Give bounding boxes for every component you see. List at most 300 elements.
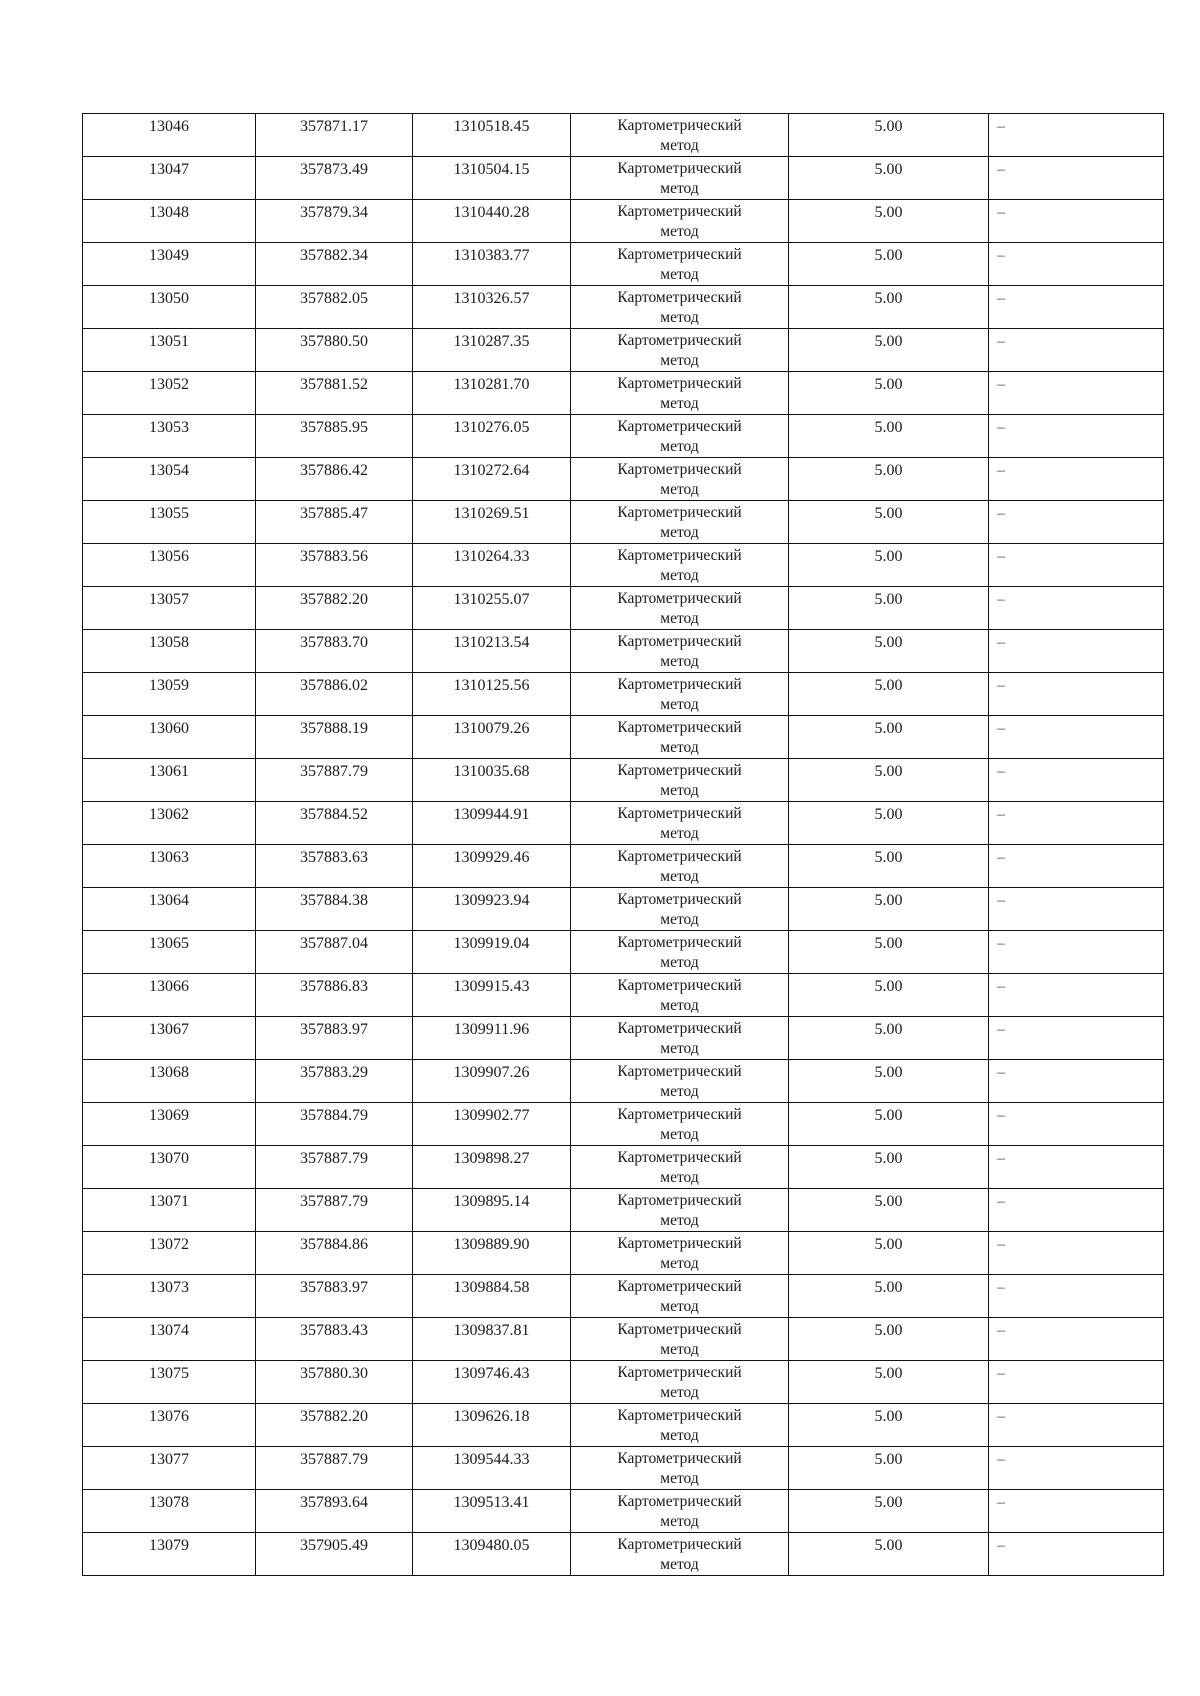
x-coordinate-cell: 357873.49	[256, 157, 413, 200]
x-coordinate-cell: 357882.34	[256, 243, 413, 286]
note-cell: –	[989, 114, 1164, 157]
accuracy-cell: 5.00	[789, 630, 989, 673]
method-cell	[571, 1447, 789, 1490]
y-coordinate-cell: 1310272.64	[413, 458, 571, 501]
table-row	[83, 1103, 1164, 1146]
method-cell	[571, 759, 789, 802]
method-cell	[571, 587, 789, 630]
point-number-cell: 13075	[83, 1361, 256, 1404]
accuracy-cell: 5.00	[789, 888, 989, 931]
y-coordinate-cell: 1310269.51	[413, 501, 571, 544]
method-line-1: Картометрический	[617, 934, 742, 951]
method-line-2: метод	[660, 1556, 699, 1573]
x-coordinate-cell: 357886.83	[256, 974, 413, 1017]
note-cell: –	[989, 1490, 1164, 1533]
method-line-1: Картометрический	[617, 1536, 742, 1553]
method-cell	[571, 501, 789, 544]
y-coordinate-cell: 1309929.46	[413, 845, 571, 888]
point-number-cell: 13046	[83, 114, 256, 157]
table-row	[83, 716, 1164, 759]
point-number-cell: 13054	[83, 458, 256, 501]
y-coordinate-cell: 1310255.07	[413, 587, 571, 630]
table-row	[83, 1533, 1164, 1576]
accuracy-cell: 5.00	[789, 1490, 989, 1533]
point-number-cell: 13076	[83, 1404, 256, 1447]
method-line-2: метод	[660, 911, 699, 928]
point-number-cell: 13058	[83, 630, 256, 673]
method-cell	[571, 1189, 789, 1232]
accuracy-cell: 5.00	[789, 1103, 989, 1146]
method-cell	[571, 329, 789, 372]
note-cell: –	[989, 1060, 1164, 1103]
method-line-1: Картометрический	[617, 633, 742, 650]
table-row	[83, 1146, 1164, 1189]
y-coordinate-cell: 1309626.18	[413, 1404, 571, 1447]
method-line-2: метод	[660, 1384, 699, 1401]
table-row	[83, 673, 1164, 716]
point-number-cell: 13071	[83, 1189, 256, 1232]
table-row	[83, 1017, 1164, 1060]
x-coordinate-cell: 357886.42	[256, 458, 413, 501]
x-coordinate-cell: 357871.17	[256, 114, 413, 157]
note-cell: –	[989, 286, 1164, 329]
x-coordinate-cell: 357888.19	[256, 716, 413, 759]
method-line-1: Картометрический	[617, 891, 742, 908]
y-coordinate-cell: 1310504.15	[413, 157, 571, 200]
method-line-1: Картометрический	[617, 762, 742, 779]
method-line-2: метод	[660, 868, 699, 885]
method-line-1: Картометрический	[617, 332, 742, 349]
accuracy-cell: 5.00	[789, 157, 989, 200]
method-line-2: метод	[660, 1298, 699, 1315]
x-coordinate-cell: 357883.29	[256, 1060, 413, 1103]
y-coordinate-cell: 1309480.05	[413, 1533, 571, 1576]
accuracy-cell: 5.00	[789, 1404, 989, 1447]
table-row	[83, 501, 1164, 544]
method-line-1: Картометрический	[617, 375, 742, 392]
accuracy-cell: 5.00	[789, 114, 989, 157]
table-row	[83, 544, 1164, 587]
accuracy-cell: 5.00	[789, 1060, 989, 1103]
x-coordinate-cell: 357887.79	[256, 1189, 413, 1232]
accuracy-cell: 5.00	[789, 458, 989, 501]
x-coordinate-cell: 357883.63	[256, 845, 413, 888]
x-coordinate-cell: 357883.56	[256, 544, 413, 587]
method-line-2: метод	[660, 739, 699, 756]
point-number-cell: 13057	[83, 587, 256, 630]
accuracy-cell: 5.00	[789, 1361, 989, 1404]
point-number-cell: 13073	[83, 1275, 256, 1318]
method-line-2: метод	[660, 1212, 699, 1229]
table-row	[83, 157, 1164, 200]
y-coordinate-cell: 1309544.33	[413, 1447, 571, 1490]
x-coordinate-cell: 357879.34	[256, 200, 413, 243]
note-cell: –	[989, 759, 1164, 802]
note-cell: –	[989, 1189, 1164, 1232]
point-number-cell: 13050	[83, 286, 256, 329]
accuracy-cell: 5.00	[789, 1447, 989, 1490]
y-coordinate-cell: 1310383.77	[413, 243, 571, 286]
point-number-cell: 13062	[83, 802, 256, 845]
y-coordinate-cell: 1309895.14	[413, 1189, 571, 1232]
method-line-2: метод	[660, 481, 699, 498]
method-line-1: Картометрический	[617, 590, 742, 607]
method-line-1: Картометрический	[617, 547, 742, 564]
coordinates-table	[82, 113, 1164, 1576]
method-line-2: метод	[660, 997, 699, 1014]
method-cell	[571, 1146, 789, 1189]
method-line-1: Картометрический	[617, 117, 742, 134]
method-line-2: метод	[660, 1427, 699, 1444]
x-coordinate-cell: 357905.49	[256, 1533, 413, 1576]
method-line-2: метод	[660, 1083, 699, 1100]
y-coordinate-cell: 1310125.56	[413, 673, 571, 716]
accuracy-cell: 5.00	[789, 1189, 989, 1232]
method-line-1: Картометрический	[617, 1321, 742, 1338]
y-coordinate-cell: 1310276.05	[413, 415, 571, 458]
method-line-2: метод	[660, 1126, 699, 1143]
table-row	[83, 759, 1164, 802]
x-coordinate-cell: 357883.97	[256, 1017, 413, 1060]
note-cell: –	[989, 931, 1164, 974]
accuracy-cell: 5.00	[789, 673, 989, 716]
accuracy-cell: 5.00	[789, 544, 989, 587]
method-cell	[571, 1361, 789, 1404]
x-coordinate-cell: 357887.79	[256, 1447, 413, 1490]
y-coordinate-cell: 1310287.35	[413, 329, 571, 372]
method-line-1: Картометрический	[617, 805, 742, 822]
note-cell: –	[989, 1017, 1164, 1060]
point-number-cell: 13069	[83, 1103, 256, 1146]
method-cell	[571, 845, 789, 888]
method-cell	[571, 716, 789, 759]
point-number-cell: 13047	[83, 157, 256, 200]
y-coordinate-cell: 1309923.94	[413, 888, 571, 931]
method-line-2: метод	[660, 1169, 699, 1186]
method-line-1: Картометрический	[617, 1278, 742, 1295]
method-line-2: метод	[660, 395, 699, 412]
method-cell	[571, 1318, 789, 1361]
method-line-2: метод	[660, 610, 699, 627]
table-row	[83, 286, 1164, 329]
method-line-2: метод	[660, 1470, 699, 1487]
method-line-1: Картометрический	[617, 977, 742, 994]
x-coordinate-cell: 357883.43	[256, 1318, 413, 1361]
x-coordinate-cell: 357881.52	[256, 372, 413, 415]
method-cell	[571, 458, 789, 501]
accuracy-cell: 5.00	[789, 501, 989, 544]
accuracy-cell: 5.00	[789, 286, 989, 329]
table-row	[83, 802, 1164, 845]
note-cell: –	[989, 673, 1164, 716]
method-line-1: Картометрический	[617, 719, 742, 736]
y-coordinate-cell: 1309746.43	[413, 1361, 571, 1404]
note-cell: –	[989, 1232, 1164, 1275]
point-number-cell: 13067	[83, 1017, 256, 1060]
x-coordinate-cell: 357880.50	[256, 329, 413, 372]
accuracy-cell: 5.00	[789, 200, 989, 243]
x-coordinate-cell: 357882.20	[256, 1404, 413, 1447]
method-line-1: Картометрический	[617, 1493, 742, 1510]
accuracy-cell: 5.00	[789, 716, 989, 759]
method-line-2: метод	[660, 309, 699, 326]
note-cell: –	[989, 501, 1164, 544]
accuracy-cell: 5.00	[789, 329, 989, 372]
table-row	[83, 1490, 1164, 1533]
accuracy-cell: 5.00	[789, 243, 989, 286]
method-line-1: Картометрический	[617, 1450, 742, 1467]
method-line-1: Картометрический	[617, 1364, 742, 1381]
method-line-1: Картометрический	[617, 504, 742, 521]
note-cell: –	[989, 458, 1164, 501]
accuracy-cell: 5.00	[789, 974, 989, 1017]
method-line-2: метод	[660, 567, 699, 584]
y-coordinate-cell: 1309902.77	[413, 1103, 571, 1146]
y-coordinate-cell: 1309513.41	[413, 1490, 571, 1533]
accuracy-cell: 5.00	[789, 931, 989, 974]
table-row	[83, 1060, 1164, 1103]
y-coordinate-cell: 1310079.26	[413, 716, 571, 759]
x-coordinate-cell: 357882.05	[256, 286, 413, 329]
method-cell	[571, 286, 789, 329]
point-number-cell: 13064	[83, 888, 256, 931]
table-row	[83, 845, 1164, 888]
method-cell	[571, 1232, 789, 1275]
method-line-1: Картометрический	[617, 203, 742, 220]
method-line-2: метод	[660, 954, 699, 971]
accuracy-cell: 5.00	[789, 415, 989, 458]
method-line-2: метод	[660, 1255, 699, 1272]
accuracy-cell: 5.00	[789, 372, 989, 415]
method-cell	[571, 1017, 789, 1060]
method-line-2: метод	[660, 180, 699, 197]
accuracy-cell: 5.00	[789, 1275, 989, 1318]
x-coordinate-cell: 357883.97	[256, 1275, 413, 1318]
point-number-cell: 13048	[83, 200, 256, 243]
method-line-2: метод	[660, 137, 699, 154]
method-cell	[571, 200, 789, 243]
y-coordinate-cell: 1310264.33	[413, 544, 571, 587]
point-number-cell: 13065	[83, 931, 256, 974]
table-row	[83, 1361, 1164, 1404]
note-cell: –	[989, 888, 1164, 931]
x-coordinate-cell: 357887.79	[256, 1146, 413, 1189]
method-cell	[571, 372, 789, 415]
x-coordinate-cell: 357883.70	[256, 630, 413, 673]
x-coordinate-cell: 357885.47	[256, 501, 413, 544]
note-cell: –	[989, 1404, 1164, 1447]
point-number-cell: 13052	[83, 372, 256, 415]
y-coordinate-cell: 1310213.54	[413, 630, 571, 673]
method-line-1: Картометрический	[617, 246, 742, 263]
table-row	[83, 415, 1164, 458]
note-cell: –	[989, 544, 1164, 587]
method-line-1: Картометрический	[617, 848, 742, 865]
point-number-cell: 13078	[83, 1490, 256, 1533]
table-row	[83, 630, 1164, 673]
note-cell: –	[989, 1447, 1164, 1490]
method-line-2: метод	[660, 1513, 699, 1530]
table-row	[83, 114, 1164, 157]
x-coordinate-cell: 357885.95	[256, 415, 413, 458]
note-cell: –	[989, 1103, 1164, 1146]
point-number-cell: 13051	[83, 329, 256, 372]
note-cell: –	[989, 415, 1164, 458]
table-row	[83, 1447, 1164, 1490]
y-coordinate-cell: 1309915.43	[413, 974, 571, 1017]
method-cell	[571, 931, 789, 974]
x-coordinate-cell: 357886.02	[256, 673, 413, 716]
point-number-cell: 13072	[83, 1232, 256, 1275]
y-coordinate-cell: 1309837.81	[413, 1318, 571, 1361]
note-cell: –	[989, 716, 1164, 759]
table-row	[83, 329, 1164, 372]
point-number-cell: 13066	[83, 974, 256, 1017]
accuracy-cell: 5.00	[789, 802, 989, 845]
point-number-cell: 13079	[83, 1533, 256, 1576]
y-coordinate-cell: 1310281.70	[413, 372, 571, 415]
accuracy-cell: 5.00	[789, 759, 989, 802]
method-line-2: метод	[660, 782, 699, 799]
method-line-2: метод	[660, 825, 699, 842]
note-cell: –	[989, 1318, 1164, 1361]
note-cell: –	[989, 630, 1164, 673]
method-cell	[571, 243, 789, 286]
method-line-2: метод	[660, 524, 699, 541]
method-line-1: Картометрический	[617, 1020, 742, 1037]
method-cell	[571, 1533, 789, 1576]
y-coordinate-cell: 1309907.26	[413, 1060, 571, 1103]
method-cell	[571, 673, 789, 716]
table-row	[83, 1275, 1164, 1318]
note-cell: –	[989, 587, 1164, 630]
method-line-2: метод	[660, 696, 699, 713]
table-row	[83, 1232, 1164, 1275]
method-line-1: Картометрический	[617, 1235, 742, 1252]
table-row	[83, 1318, 1164, 1361]
note-cell: –	[989, 329, 1164, 372]
x-coordinate-cell: 357893.64	[256, 1490, 413, 1533]
accuracy-cell: 5.00	[789, 1533, 989, 1576]
method-cell	[571, 114, 789, 157]
accuracy-cell: 5.00	[789, 1017, 989, 1060]
note-cell: –	[989, 845, 1164, 888]
table-row	[83, 200, 1164, 243]
y-coordinate-cell: 1310440.28	[413, 200, 571, 243]
point-number-cell: 13077	[83, 1447, 256, 1490]
point-number-cell: 13055	[83, 501, 256, 544]
y-coordinate-cell: 1310518.45	[413, 114, 571, 157]
method-line-1: Картометрический	[617, 1407, 742, 1424]
point-number-cell: 13074	[83, 1318, 256, 1361]
x-coordinate-cell: 357880.30	[256, 1361, 413, 1404]
method-line-1: Картометрический	[617, 160, 742, 177]
method-line-2: метод	[660, 653, 699, 670]
method-cell	[571, 1103, 789, 1146]
method-cell	[571, 1060, 789, 1103]
y-coordinate-cell: 1309919.04	[413, 931, 571, 974]
point-number-cell: 13060	[83, 716, 256, 759]
note-cell: –	[989, 1533, 1164, 1576]
point-number-cell: 13061	[83, 759, 256, 802]
method-cell	[571, 802, 789, 845]
point-number-cell: 13049	[83, 243, 256, 286]
point-number-cell: 13053	[83, 415, 256, 458]
method-line-1: Картометрический	[617, 1149, 742, 1166]
method-cell	[571, 1404, 789, 1447]
accuracy-cell: 5.00	[789, 1146, 989, 1189]
point-number-cell: 13068	[83, 1060, 256, 1103]
method-line-2: метод	[660, 1341, 699, 1358]
accuracy-cell: 5.00	[789, 845, 989, 888]
accuracy-cell: 5.00	[789, 587, 989, 630]
x-coordinate-cell: 357884.38	[256, 888, 413, 931]
note-cell: –	[989, 1275, 1164, 1318]
y-coordinate-cell: 1309944.91	[413, 802, 571, 845]
table-row	[83, 243, 1164, 286]
method-line-1: Картометрический	[617, 418, 742, 435]
y-coordinate-cell: 1309911.96	[413, 1017, 571, 1060]
y-coordinate-cell: 1309898.27	[413, 1146, 571, 1189]
method-cell	[571, 544, 789, 587]
y-coordinate-cell: 1310035.68	[413, 759, 571, 802]
table-row	[83, 458, 1164, 501]
method-line-2: метод	[660, 266, 699, 283]
table-row	[83, 974, 1164, 1017]
method-line-2: метод	[660, 438, 699, 455]
y-coordinate-cell: 1309884.58	[413, 1275, 571, 1318]
table-row	[83, 372, 1164, 415]
method-cell	[571, 888, 789, 931]
method-cell	[571, 157, 789, 200]
x-coordinate-cell: 357882.20	[256, 587, 413, 630]
x-coordinate-cell: 357887.04	[256, 931, 413, 974]
method-line-1: Картометрический	[617, 1063, 742, 1080]
y-coordinate-cell: 1310326.57	[413, 286, 571, 329]
table-row	[83, 888, 1164, 931]
table-body	[83, 114, 1164, 1576]
point-number-cell: 13059	[83, 673, 256, 716]
method-cell	[571, 974, 789, 1017]
note-cell: –	[989, 243, 1164, 286]
note-cell: –	[989, 372, 1164, 415]
table-row	[83, 587, 1164, 630]
method-line-1: Картометрический	[617, 289, 742, 306]
note-cell: –	[989, 200, 1164, 243]
method-cell	[571, 1490, 789, 1533]
x-coordinate-cell: 357884.79	[256, 1103, 413, 1146]
point-number-cell: 13070	[83, 1146, 256, 1189]
note-cell: –	[989, 974, 1164, 1017]
method-line-1: Картометрический	[617, 461, 742, 478]
accuracy-cell: 5.00	[789, 1318, 989, 1361]
x-coordinate-cell: 357884.86	[256, 1232, 413, 1275]
method-line-1: Картометрический	[617, 1192, 742, 1209]
table-row	[83, 931, 1164, 974]
method-line-2: метод	[660, 223, 699, 240]
method-cell	[571, 415, 789, 458]
note-cell: –	[989, 802, 1164, 845]
note-cell: –	[989, 1361, 1164, 1404]
accuracy-cell: 5.00	[789, 1232, 989, 1275]
method-line-2: метод	[660, 1040, 699, 1057]
x-coordinate-cell: 357884.52	[256, 802, 413, 845]
note-cell: –	[989, 1146, 1164, 1189]
x-coordinate-cell: 357887.79	[256, 759, 413, 802]
method-line-1: Картометрический	[617, 1106, 742, 1123]
method-cell	[571, 1275, 789, 1318]
point-number-cell: 13063	[83, 845, 256, 888]
